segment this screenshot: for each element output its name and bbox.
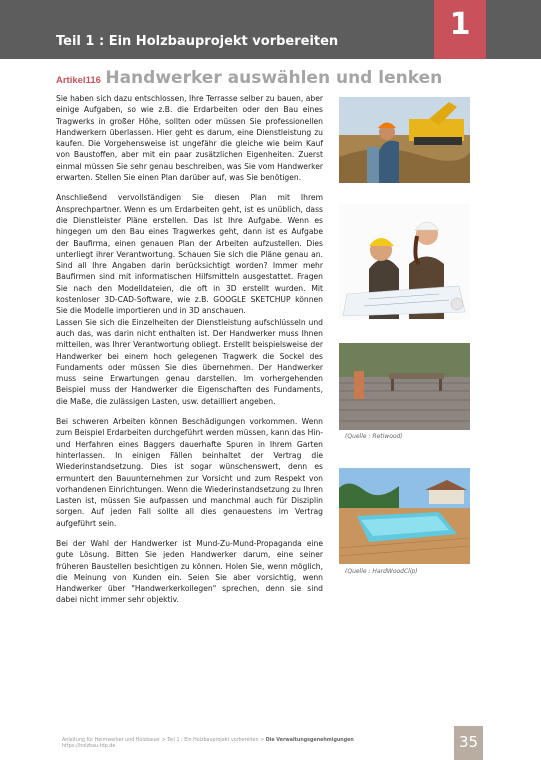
paragraph-intro: Sie haben sich dazu entschlossen, Ihre Terrasse selber zu bauen, aber einige Aufgaben, so wie z.B. die Erdarbeiten oder den Bau eines Tragwerks in großer Höhe, sollten oder müssen Sie professionellen Handwerkern überlassen. Hier geht es darum, eine Dienstleistung zu kaufen. Die Vorgehensweise ist ungefähr die gleiche wie beim Kauf von Baustoffen, aber mit ein paar zusätzlichen Eigenheiten. Zuerst einmal müssen Sie sehr genau beschreiben, was Sie vom Handwerker erwarten. Stellen Sie einen Plan darüber auf, was Sie benötigen. [56,94,323,183]
footer-url[interactable]: https://holzbau-tdp.de [62,744,116,749]
chapter-number-badge: 1 [434,0,486,59]
page-number: 35 [454,726,483,760]
article-body [56,93,323,615]
deck-photo-caption: (Quelle : Retiwood) [345,433,403,440]
blueprint-meeting-photo [339,204,470,320]
article-label: Artikel116 [56,75,101,86]
article-heading [56,68,443,88]
footer-breadcrumb-current[interactable]: Die Verwaltungsgenehmigungen [265,738,354,743]
paragraph-selection: Bei der Wahl der Handwerker ist Mund-Zu-Mund-Propaganda eine gute Lösung. Bitten Sie jeden Handwerker darum, eine seiner früheren Baustellen besichtigen zu können. Holen Sie, wenn möglich, die Meinung von Kunden ein. Seien Sie aber vorsichtig, wenn Handwerker über "Handwerkerkollegen" sprechen, denn sie sind dabei nicht immer sehr objektiv. [56,538,323,605]
pool-deck-photo [339,468,470,564]
paragraph-responsibilities: Lassen Sie sich die Einzelheiten der Dienstleistung aufschlüsseln und auch das, was darin nicht enthalten ist. Der Handwerker muss Ihnen mitteilen, was Ihrer Verantwortung obliegt. Erstellt beispielsweise der Handwerker bei einem hoch gelegenen Tragwerk die Sockel des Fundaments oder müssen Sie dies übernehmen. Der Handwerker muss seine Erwartungen genau darstellen. Im vorhergehenden Beispiel muss der Handwerker die Eigenschaften des Fundaments, die Maße, die zulässigen Lasten, usw. detailliert angeben. [56,317,323,406]
article-title: Handwerker auswählen und lenken [105,68,443,88]
worker-excavator-photo [339,97,470,183]
wooden-deck-photo [339,343,470,430]
paragraph-plans: Anschließend vervollständigen Sie diesen Plan mit Ihrem Ansprechpartner. Wenn es um Erdarbeiten geht, ist es unüblich, dass die Dienstleister Pläne erstellen. Das ist Ihre Aufgabe. Wenn es hingegen um den Bau eines Tragwerkes geht, dann ist es Aufgabe der Baufirma, einen genauen Plan der Arbeiten aufzustellen. Dies unterliegt ihrer Verantwortung. Schauen Sie sich die Pläne genau an. Sind all Ihre Angaben darin berücksichtigt worden? Immer mehr Baufirmen sind mit informatischen Hilfsmitteln ausgestattet. Fragen Sie nach den Modelldateien, die oft in 3D erstellt wurden. Mit kostenloser 3D-CAD-Software, wie z.B. GOOGLE SKETCHUP können Sie die Modelle importieren und in 3D anschauen. [56,193,323,316]
part-title: Teil 1 : Ein Holzbauprojekt vorbereiten [56,34,339,49]
footer-breadcrumb-path[interactable]: Anleitung für Heimwerker und Holzbauer > Teil 1 : Ein Holzbauprojekt vorbereiten > [62,738,266,743]
footer-breadcrumb [62,738,392,750]
pool-photo-caption: (Quelle : HardWoodClip) [345,568,418,575]
paragraph-damages: Bei schweren Arbeiten können Beschädigungen vorkommen. Wenn zum Beispiel Erdarbeiten durchgeführt werden müssen, kann das Hin- und Herfahren eines Baggers dauerhafte Spuren in Ihrem Garten hinterlassen. In einigen Fällen beinhaltet der Vertrag die Wiederinstandsetzung. Dies ist sogar wünschenswert, denn es ermuntert den Bauunternehmen zur Vorsicht und zum Respekt von vorhandenen Einrichtungen. Wenn die Wiederinstandsetzung zu Ihren Lasten ist, müssen Sie aufpassen und manchmal auch für Disziplin sorgen. Auf jeden Fall sollte all dies genauestens im Vertrag aufgeführt sein. [56,417,323,528]
